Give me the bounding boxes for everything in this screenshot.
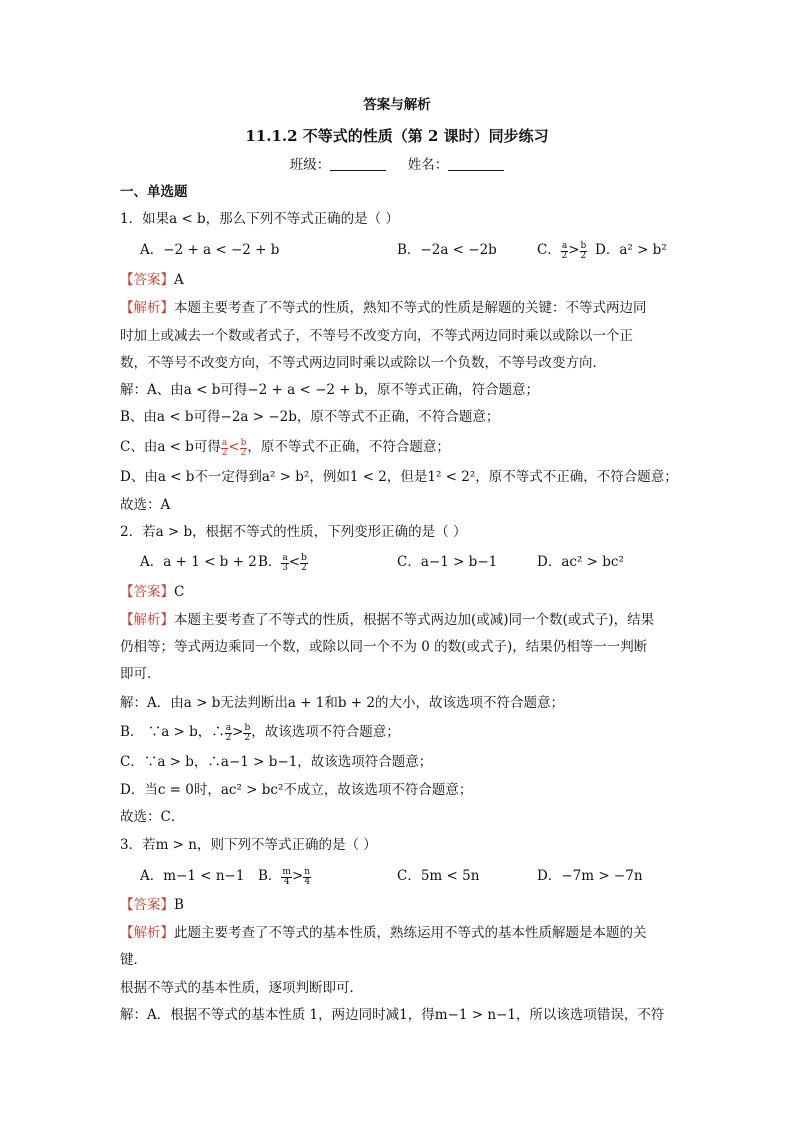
q1-solution-c: C、由a < b可得 $\frac{a}{2}$ < $\frac{b}{2}$ ，原不等式不正确，不符合题意； (120, 438, 450, 458)
q3-option-c: C．5m < 5n (397, 868, 480, 884)
q3-answer-value: B (174, 897, 184, 913)
q1-option-a: A．−2 + a < −2 + b (140, 242, 280, 258)
q2-analysis-3: 即可． (120, 666, 161, 682)
q3-option-d: D．−7m > −7n (537, 868, 643, 884)
class-label: 班级： (289, 157, 331, 173)
q2-option-a: A．a + 1 < b + 2 (140, 554, 257, 570)
q2-solution-a: 解：A．由a > b无法判断出a + 1和b + 2的大小，故该选项不符合题意； (120, 695, 564, 711)
fraction-b-over-2: $\frac{b}{2}$ (244, 723, 251, 743)
q1-solution-a: 解：A、由a < b可得−2 + a < −2 + b，原不等式正确，符合题意； (120, 382, 540, 398)
analysis-tag: 【解析】 (120, 612, 174, 628)
q2-solution-c: C．∵a > b，∴a−1 > b−1，故该选项符合题意； (120, 754, 433, 770)
lesson-title: 11.1.2 不等式的性质（第 2 课时）同步练习 (245, 127, 549, 145)
q3-option-b (258, 866, 311, 887)
q3-option-b-relation: > (291, 868, 304, 884)
fraction-m-over-4: $\frac{m}{4}$ (282, 867, 291, 887)
q1-option-d: D．a² > b² (595, 242, 667, 258)
q2-analysis-2: 仍相等；等式两边乘同一个数，或除以同一个不为 0 的数(或式子)，结果仍相等一一判断 (120, 639, 648, 655)
q1-stem: 1．如果a < b，那么下列不等式正确的是（ ） (120, 211, 399, 227)
q3-stem: 3．若m > n，则下列不等式正确的是（ ） (120, 837, 377, 853)
answer-tag: 【答案】 (120, 584, 174, 600)
q1-analysis-2: 时加上或减去一个数或者式子，不等号不改变方向，不等式两边同时乘以或除以一个正 (120, 328, 633, 344)
q3-note: 根据不等式的基本性质，逐项判断即可． (120, 980, 363, 996)
q3-answer (120, 895, 184, 915)
fraction-a-over-2: $\frac{a}{2}$ (221, 438, 228, 458)
name-blank[interactable] (448, 156, 504, 171)
q1-analysis-1: 【解析】本题主要考查了不等式的性质，熟知不等式的性质是解题的关键：不等式两边同 (120, 300, 647, 316)
q2-solution-d: D．当c = 0时，ac² > bc²不成立，故该选项不符合题意； (120, 782, 473, 798)
fraction-a-over-3: $\frac{a}{3}$ (282, 553, 288, 573)
name-label: 姓名： (407, 157, 449, 173)
analysis-tag: 【解析】 (120, 300, 174, 316)
fraction-b-over-2: $\frac{b}{2}$ (301, 553, 307, 573)
q1-option-b: B．−2a < −2b (397, 242, 497, 258)
q2-answer-value: C (174, 584, 185, 600)
q2-solution-b: B． ∵a > b，∴ $\frac{a}{2}$ > $\frac{b}{2}$ ，故该选项不符合题意； (120, 723, 400, 743)
q2-option-d: D．ac² > bc² (537, 554, 624, 570)
q2-stem: 2．若a > b，根据不等式的性质，下列变形正确的是（ ） (120, 524, 467, 540)
section-title: 一、单选题 (120, 184, 188, 200)
answer-tag: 【答案】 (120, 272, 174, 288)
q1-solution-d: D、由a < b不一定得到a² > b²，例如1 < 2，但是1² < 2²，原不等式不正确，不符合题意； (120, 469, 678, 485)
q3-option-b-label: B． (258, 868, 282, 884)
fraction-a-over-2: $\frac{a}{2}$ (561, 241, 568, 261)
q1-option-c-relation: > (568, 242, 580, 258)
q1-option-c (537, 240, 587, 261)
q1-solution-b: B、由a < b可得−2a > −2b，原不等式不正确，不符合题意； (120, 409, 500, 425)
q3-option-a: A．m−1 < n−1 (140, 868, 245, 884)
q3-solution-a: 解：A．根据不等式的基本性质 1，两边同时减1，得m−1 > n−1，所以该选项错误，不符 (120, 1007, 665, 1023)
q2-option-c: C．a−1 > b−1 (397, 554, 498, 570)
q3-analysis-2: 键． (120, 952, 147, 968)
q2-option-b (258, 552, 308, 573)
q2-answer (120, 582, 184, 602)
q2-option-b-relation: < (288, 554, 301, 570)
q2-option-b-label: B． (258, 554, 282, 570)
analysis-tag: 【解析】 (120, 925, 174, 941)
doc-title: 答案与解析 (363, 97, 431, 113)
class-blank[interactable] (330, 156, 386, 171)
fraction-a-over-2: $\frac{a}{2}$ (225, 723, 232, 743)
q3-analysis-1: 【解析】此题主要考查了不等式的基本性质，熟练运用不等式的基本性质解题是本题的关 (120, 925, 647, 941)
fraction-n-over-4: $\frac{n}{4}$ (304, 867, 311, 887)
answer-tag: 【答案】 (120, 897, 174, 913)
q1-answer (120, 270, 184, 290)
q1-answer-value: A (174, 272, 184, 288)
fraction-b-over-2: $\frac{b}{2}$ (580, 241, 587, 261)
q1-option-c-label: C． (537, 242, 561, 258)
q2-choice: 故选：C． (120, 809, 185, 825)
q1-choice: 故选：A (120, 497, 171, 513)
q2-analysis-1: 【解析】本题主要考查了不等式的性质，根据不等式两边加(或减)同一个数(或式子)，结果 (120, 612, 655, 628)
q1-analysis-3: 数，不等号不改变方向，不等式两边同时乘以或除以一个负数，不等号改变方向． (120, 355, 606, 371)
fraction-b-over-2: $\frac{b}{2}$ (240, 438, 247, 458)
class-name-line (0, 155, 794, 175)
